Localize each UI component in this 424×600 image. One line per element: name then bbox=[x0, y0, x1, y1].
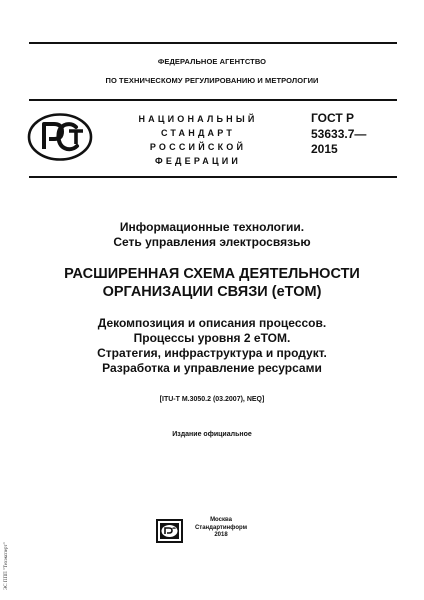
standard-line1: НАЦИОНАЛЬНЫЙ bbox=[138, 114, 258, 124]
standard-line2: СТАНДАРТ bbox=[160, 128, 236, 138]
standartinform-logo-icon bbox=[156, 519, 183, 543]
gost-r-mark-icon bbox=[27, 112, 93, 162]
main-title-line1: РАСШИРЕННАЯ СХЕМА ДЕЯТЕЛЬНОСТИ bbox=[64, 266, 360, 282]
standard-designation bbox=[138, 112, 258, 168]
edition-note: Издание официальное bbox=[172, 431, 252, 438]
publisher-city: Москва bbox=[210, 517, 232, 523]
top-rule bbox=[29, 42, 397, 44]
document-subject bbox=[0, 220, 424, 250]
document-main-title bbox=[0, 265, 424, 301]
agency-line2: ПО ТЕХНИЧЕСКОМУ РЕГУЛИРОВАНИЮ И МЕТРОЛОГИИ bbox=[105, 76, 319, 85]
gost-number: 53633.7— bbox=[311, 126, 367, 141]
subtitle-line1: Декомпозиция и описания процессов. bbox=[97, 316, 327, 330]
gost-year: 2015 bbox=[311, 142, 338, 156]
subject-line2: Сеть управления электросвязью bbox=[113, 235, 311, 249]
subtitle-line2: Процессы уровня 2 eTOM. bbox=[133, 331, 291, 345]
standard-top-rule bbox=[29, 99, 397, 101]
subtitle-line3: Стратегия, инфраструктура и продукт. bbox=[97, 346, 327, 360]
gost-label: ГОСТ Р bbox=[311, 111, 355, 125]
itu-reference: [ITU-T M.3050.2 (03.2007), NEQ] bbox=[159, 396, 265, 403]
standard-line3: РОССИЙСКОЙ bbox=[149, 142, 247, 152]
publisher-year: 2018 bbox=[214, 532, 228, 538]
standard-bottom-rule bbox=[29, 176, 397, 178]
publisher-name: Стандартинформ bbox=[194, 524, 248, 531]
subtitle-line4: Разработка и управление ресурсами bbox=[102, 361, 322, 375]
side-watermark-note: ЭС ППП "Техэксперт" bbox=[4, 542, 9, 590]
main-title-line2: ОРГАНИЗАЦИИ СВЯЗИ (eTOM) bbox=[102, 284, 322, 300]
subject-line1: Информационные технологии. bbox=[119, 220, 305, 234]
gost-number-block bbox=[311, 111, 401, 158]
publisher-info bbox=[188, 517, 254, 540]
document-subtitle bbox=[0, 316, 424, 376]
standard-line4: ФЕДЕРАЦИИ bbox=[154, 156, 242, 166]
agency-line1: ФЕДЕРАЛЬНОЕ АГЕНТСТВО bbox=[157, 57, 267, 66]
